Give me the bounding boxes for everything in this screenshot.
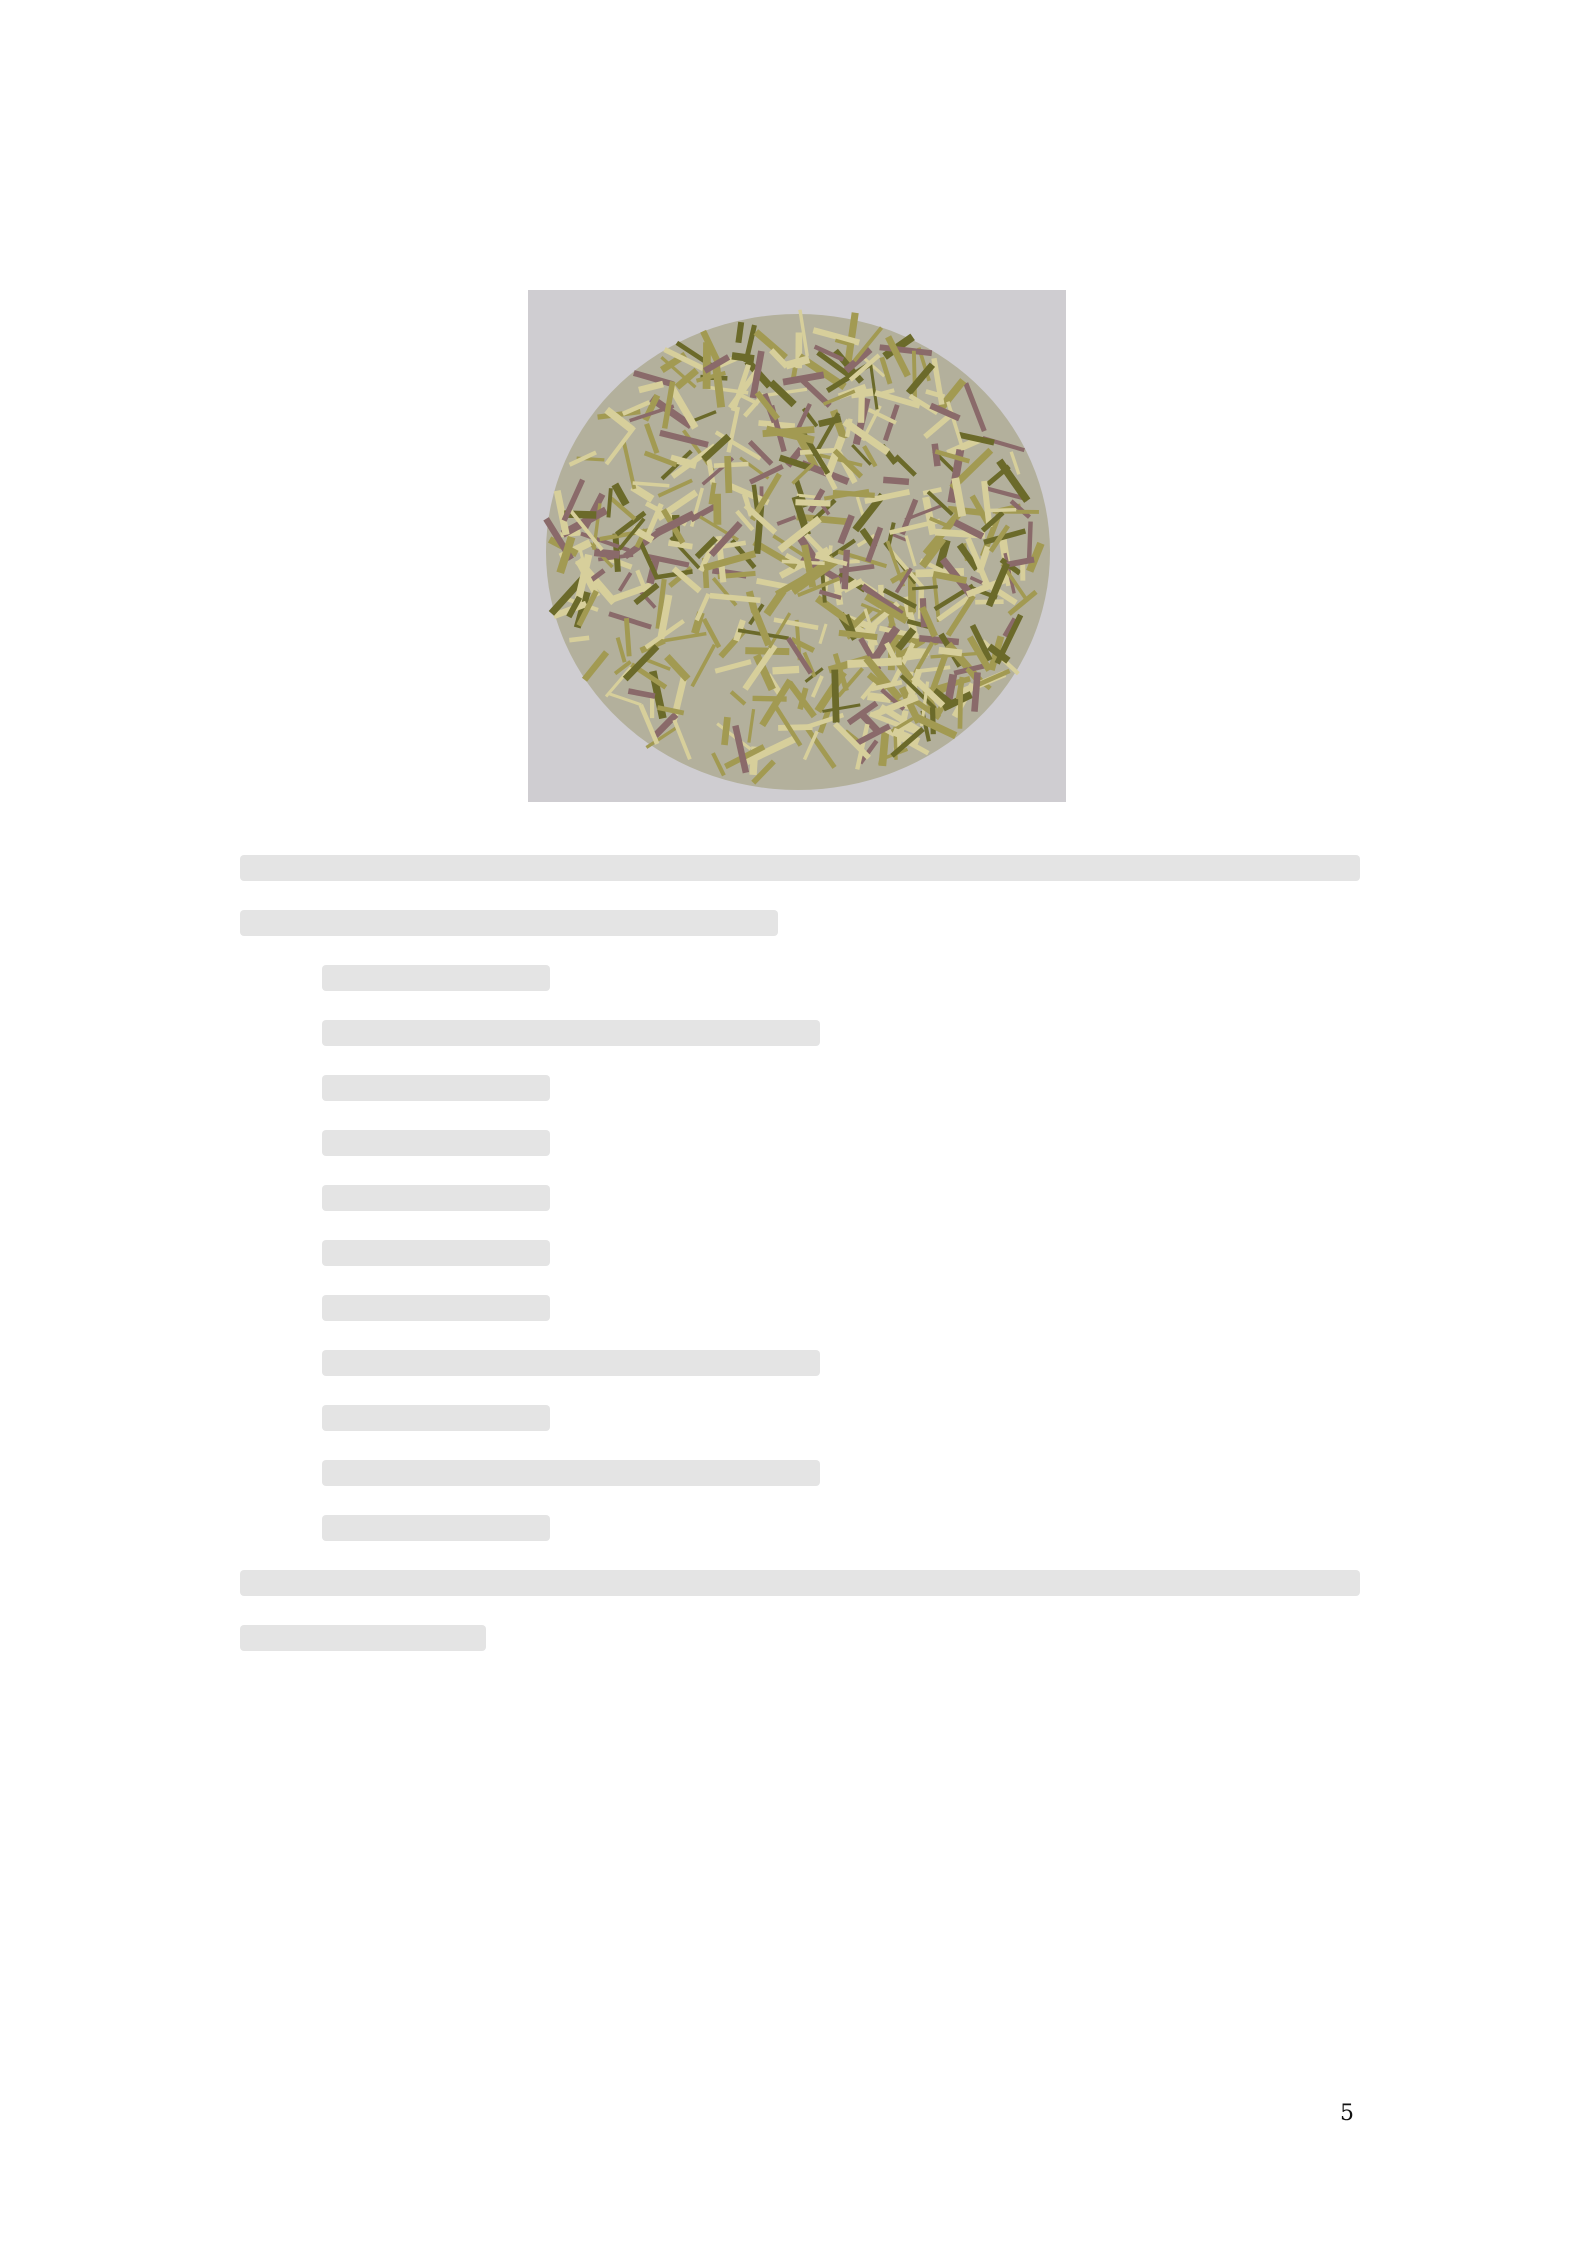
paragraph (240, 1240, 1360, 1266)
herb-piece (845, 553, 847, 586)
herb-piece (755, 698, 784, 699)
text-line-placeholder (322, 1130, 550, 1156)
text-line-placeholder (322, 1240, 550, 1266)
paragraph (240, 1405, 1360, 1431)
herb-photo-image (528, 290, 1066, 802)
paragraph (240, 1570, 1360, 1651)
herb-piece (799, 502, 828, 503)
paragraph (240, 1075, 1360, 1101)
herb-piece (766, 430, 811, 434)
page-number: 5 (1340, 2101, 1354, 2126)
text-line-placeholder (240, 910, 778, 936)
paragraph (240, 1130, 1360, 1156)
paragraph (240, 855, 1360, 936)
herb-piece (822, 420, 838, 424)
text-line-placeholder (322, 1350, 820, 1376)
herb-photo (528, 290, 1066, 802)
herb-piece (835, 673, 836, 719)
herb-piece (790, 360, 806, 364)
herb-piece (923, 639, 956, 642)
body-text (240, 826, 1360, 1680)
paragraph (240, 965, 1360, 991)
herb-piece (959, 680, 962, 697)
text-line-placeholder (322, 1515, 550, 1541)
herb-piece (627, 621, 629, 654)
herb-piece (925, 490, 939, 493)
herb-piece (716, 367, 720, 403)
paragraph (240, 1295, 1360, 1321)
text-line-placeholder (322, 1405, 550, 1431)
herb-piece (887, 480, 906, 482)
herb-piece (861, 391, 862, 419)
herb-piece (711, 485, 714, 502)
text-line-placeholder (240, 1570, 1360, 1596)
text-line-placeholder (322, 1460, 820, 1486)
herb-piece (754, 487, 757, 507)
herb-piece (642, 385, 660, 390)
herb-piece (728, 459, 729, 489)
herb-piece (598, 553, 616, 555)
herb-piece (736, 356, 751, 358)
herb-piece (572, 638, 587, 640)
herb-piece (956, 482, 962, 513)
text-line-placeholder (322, 1075, 550, 1101)
text-line-placeholder (322, 1295, 550, 1321)
herb-piece (634, 483, 667, 486)
herb-piece (911, 651, 926, 652)
paragraph (240, 1515, 1360, 1541)
herb-piece (989, 510, 1014, 511)
paragraph (240, 1020, 1360, 1046)
herb-piece (975, 676, 978, 709)
text-line-placeholder (240, 1625, 486, 1651)
herb-piece (1029, 524, 1030, 558)
herb-piece (609, 490, 611, 515)
herb-piece (725, 721, 727, 742)
herb-piece (776, 670, 795, 671)
text-line-placeholder (240, 855, 1360, 881)
herb-piece (914, 587, 937, 589)
text-line-placeholder (322, 965, 550, 991)
herb-piece (942, 651, 959, 653)
text-line-placeholder (322, 1185, 550, 1211)
herb-piece (631, 692, 652, 696)
herb-piece (872, 697, 887, 699)
paragraph (240, 1350, 1360, 1376)
herb-piece (784, 562, 823, 564)
herb-piece (842, 633, 874, 637)
text-line-placeholder (322, 1020, 820, 1046)
herb-piece (1010, 560, 1031, 564)
paragraph (240, 1460, 1360, 1486)
herb-piece (739, 325, 741, 340)
herb-piece (781, 727, 810, 728)
paragraph (240, 1185, 1360, 1211)
